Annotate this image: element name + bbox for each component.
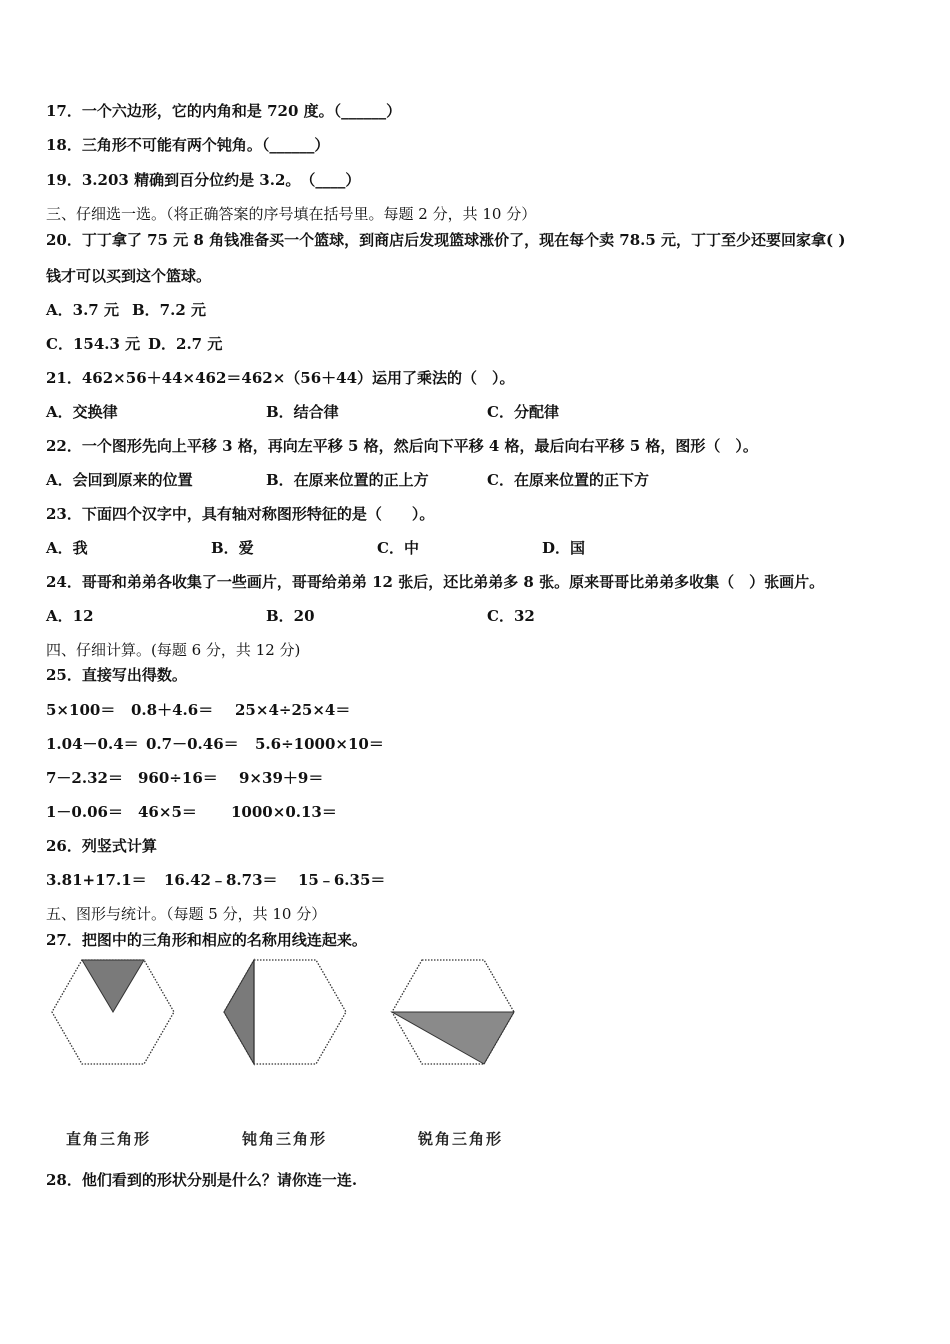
q23-option-b: B．爱 xyxy=(211,539,254,557)
q24-option-b: B．20 xyxy=(266,607,315,625)
q20-option-a: A．3.7 元 xyxy=(46,301,119,319)
hexagon-right-triangle-figure xyxy=(50,958,176,1066)
question-21: 21．462×56＋44×462＝462×（56＋44）运用了乘法的（ ）。 xyxy=(46,369,515,387)
calc-cell: 7－2.32＝ xyxy=(46,769,123,787)
vertical-calc-item: 16.42﹣8.73＝ xyxy=(164,871,278,889)
calc-cell: 5×100＝ xyxy=(46,701,116,719)
q23-option-a: A．我 xyxy=(46,539,88,557)
calc-cell: 1000×0.13＝ xyxy=(231,803,337,821)
vertical-calc-item: 15﹣6.35＝ xyxy=(298,871,386,889)
label-acute-triangle: 锐角三角形 xyxy=(418,1130,504,1148)
hexagon-obtuse-triangle-figure xyxy=(222,958,348,1066)
question-28: 28．他们看到的形状分别是什么？请你连一连. xyxy=(46,1171,358,1189)
calc-cell: 960÷16＝ xyxy=(138,769,218,787)
q20-option-d: D．2.7 元 xyxy=(148,335,223,353)
calc-cell: 0.7－0.46＝ xyxy=(146,735,239,753)
calc-cell: 9×39＋9＝ xyxy=(239,769,324,787)
q21-option-a: A．交换律 xyxy=(46,403,118,421)
q24-option-a: A．12 xyxy=(46,607,94,625)
section-5-title: 五、图形与统计。（每题 5 分，共 10 分） xyxy=(46,905,327,923)
question-20-line2: 钱才可以买到这个篮球。 xyxy=(46,267,212,285)
question-24: 24．哥哥和弟弟各收集了一些画片，哥哥给弟弟 12 张后，还比弟弟多 8 张。原来哥哥比弟弟多收集（ ）张画片。 xyxy=(46,573,825,591)
calc-cell: 0.8＋4.6＝ xyxy=(131,701,214,719)
question-25: 25．直接写出得数。 xyxy=(46,666,187,684)
q20-option-b: B．7.2 元 xyxy=(132,301,206,319)
q22-option-c: C．在原来位置的正下方 xyxy=(487,471,649,489)
question-26: 26．列竖式计算 xyxy=(46,837,157,855)
vertical-calc-item: 3.81+17.1＝ xyxy=(46,871,147,889)
calc-cell: 46×5＝ xyxy=(138,803,197,821)
question-18: 18．三角形不可能有两个钝角。（______） xyxy=(46,136,330,154)
calc-cell: 5.6÷1000×10＝ xyxy=(255,735,384,753)
label-obtuse-triangle: 钝角三角形 xyxy=(242,1130,328,1148)
q22-option-b: B．在原来位置的正上方 xyxy=(266,471,429,489)
question-19: 19．3.203 精确到百分位约是 3.2。 （____） xyxy=(46,171,361,189)
calc-cell: 1.04－0.4＝ xyxy=(46,735,139,753)
q20-option-c: C．154.3 元 xyxy=(46,335,141,353)
question-23: 23．下面四个汉字中，具有轴对称图形特征的是（ ）。 xyxy=(46,505,435,523)
calc-cell: 25×4÷25×4＝ xyxy=(235,701,351,719)
section-4-title: 四、仔细计算。(每题 6 分，共 12 分) xyxy=(46,641,301,659)
q21-option-c: C．分配律 xyxy=(487,403,559,421)
question-22: 22．一个图形先向上平移 3 格，再向左平移 5 格，然后向下平移 4 格，最后向右平移 5 格，图形（ ）。 xyxy=(46,437,758,455)
calc-cell: 1－0.06＝ xyxy=(46,803,123,821)
question-27: 27．把图中的三角形和相应的名称用线连起来。 xyxy=(46,931,367,949)
section-3-title: 三、仔细选一选。（将正确答案的序号填在括号里。每题 2 分，共 10 分） xyxy=(46,205,537,223)
question-17: 17．一个六边形，它的内角和是 720 度。（______） xyxy=(46,102,402,120)
q21-option-b: B．结合律 xyxy=(266,403,339,421)
q23-option-c: C．中 xyxy=(377,539,419,557)
q24-option-c: C．32 xyxy=(487,607,535,625)
question-20-line1: 20．丁丁拿了 75 元 8 角钱准备买一个篮球，到商店后发现篮球涨价了，现在每个卖 78.5 元，丁丁至少还要回家拿( ) xyxy=(46,231,846,249)
hexagon-acute-triangle-figure xyxy=(390,958,516,1066)
q23-option-d: D．国 xyxy=(542,539,586,557)
label-right-triangle: 直角三角形 xyxy=(66,1130,152,1148)
q22-option-a: A．会回到原来的位置 xyxy=(46,471,193,489)
